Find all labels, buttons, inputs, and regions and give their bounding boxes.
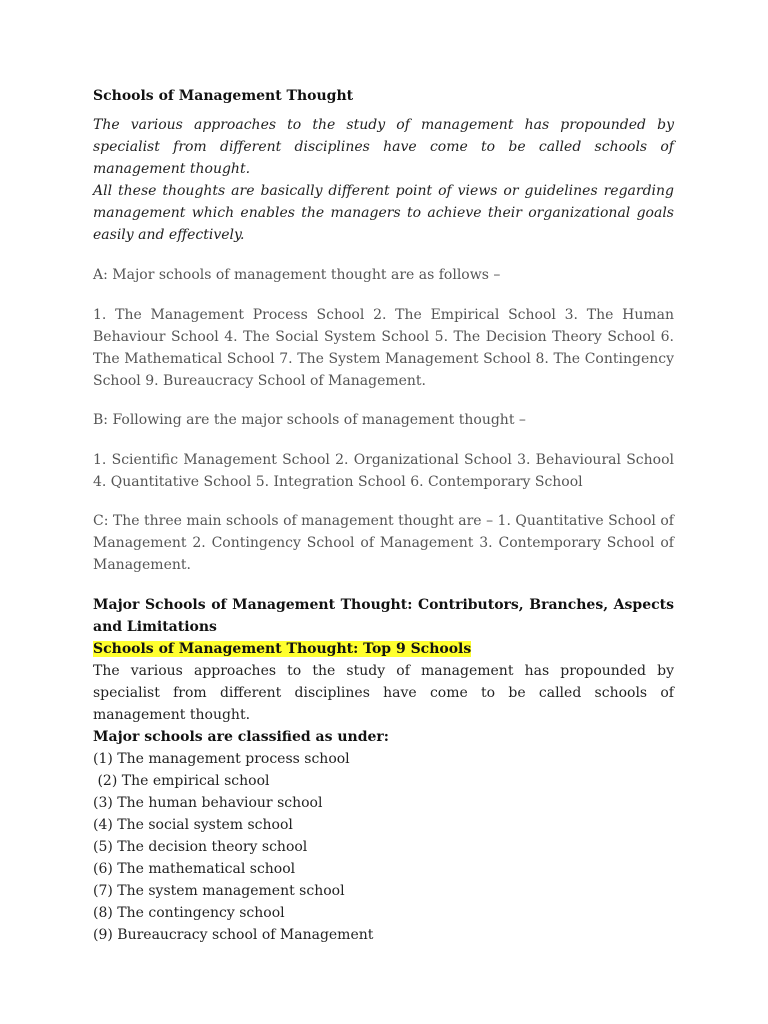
- body-paragraph: The various approaches to the study of management has propounded by specialist from different disciplines have come to be called schools of management thought.: [93, 663, 674, 723]
- list-item: (5) The decision theory school: [93, 839, 308, 855]
- list-item: (1) The management process school: [93, 751, 350, 767]
- list-item: (8) The contingency school: [93, 905, 285, 921]
- list-item: (4) The social system school: [93, 817, 293, 833]
- intro-italic-1: The various approaches to the study of management has propounded by specialist from different disciplines have come to be called schools of management thought.: [93, 117, 674, 177]
- spacer: [93, 107, 674, 114]
- spacer: [93, 576, 674, 594]
- section-a-list: 1. The Management Process School 2. The Empirical School 3. The Human Behaviour School 4. The Social System School 5. The Decision Theory School 6. The Mathematical School 7. The System Management School 8. The Contingency School 9. Bureaucracy School of Management.: [93, 307, 674, 389]
- section-a-heading: A: Major schools of management thought are as follows –: [93, 267, 501, 283]
- list-item: (7) The system management school: [93, 883, 345, 899]
- section-b-heading: B: Following are the major schools of management thought –: [93, 412, 526, 428]
- list-item: (6) The mathematical school: [93, 861, 296, 877]
- intro-italic-2: All these thoughts are basically different point of views or guidelines regarding management which enables the managers to achieve their organizational goals easily and effectively.: [93, 183, 674, 243]
- spacer: [93, 286, 674, 304]
- bold-heading: Major Schools of Management Thought: Contributors, Branches, Aspects and Limitations: [93, 597, 674, 635]
- document-page: [93, 85, 674, 946]
- section-b-list: 1. Scientific Management School 2. Organizational School 3. Behavioural School 4. Quantitative School 5. Integration School 6. Contemporary School: [93, 452, 674, 490]
- list-item: (9) Bureaucracy school of Management: [93, 927, 374, 943]
- highlight-heading: Schools of Management Thought: Top 9 Schools: [93, 641, 472, 657]
- section-c-text: C: The three main schools of management thought are – 1. Quantitative School of Management 2. Contingency School of Management 3. Contemporary School of Management.: [93, 513, 674, 573]
- document-title: Schools of Management Thought: [93, 88, 354, 104]
- spacer: [93, 431, 674, 449]
- list-item: (2) The empirical school: [93, 773, 270, 789]
- classified-heading: Major schools are classified as under:: [93, 729, 389, 745]
- list-item: (3) The human behaviour school: [93, 795, 323, 811]
- spacer: [93, 392, 674, 409]
- spacer: [93, 246, 674, 264]
- highlight-line: [93, 638, 674, 660]
- spacer: [93, 493, 674, 510]
